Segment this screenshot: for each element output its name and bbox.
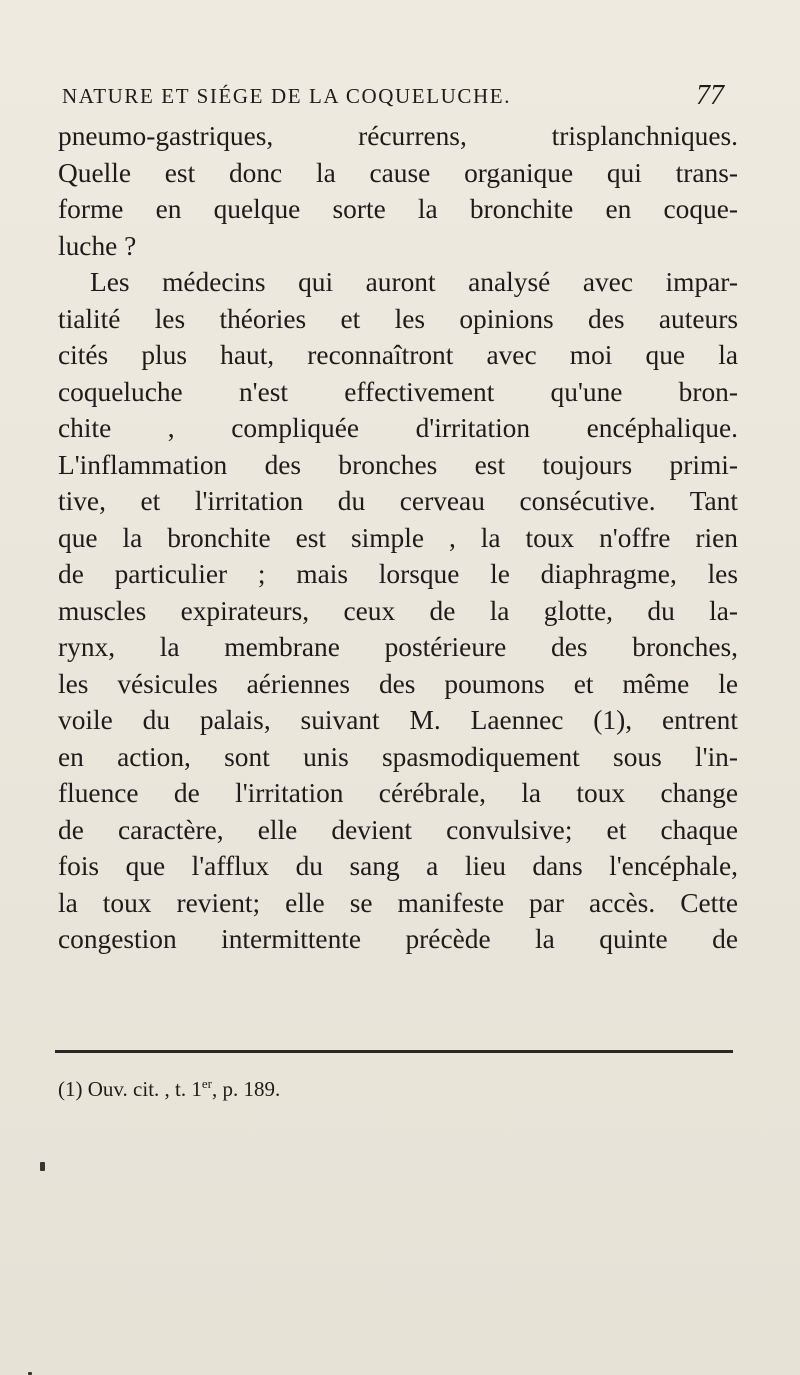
- text-line: L'inflammation des bronches est toujours primi-: [58, 449, 738, 480]
- text-line: Les médecins qui auront analysé avec impar-: [90, 267, 738, 297]
- page-header: [62, 80, 724, 114]
- text-line: fluence de l'irritation cérébrale, la toux change: [58, 778, 738, 808]
- text-line: les vésicules aériennes des poumons et même le: [58, 668, 738, 699]
- text-line: pneumo-gastriques, récurrens, trisplanchniques.: [58, 121, 738, 151]
- footnote-divider: [55, 1050, 733, 1053]
- text-line: forme en quelque sorte la bronchite en coque-: [58, 194, 738, 224]
- text-line: chite , compliquée d'irritation encéphalique.: [58, 413, 738, 443]
- text-line: Quelle est donc la cause organique qui trans-: [58, 157, 738, 188]
- text-line: de particulier ; mais lorsque le diaphragme, les: [58, 559, 738, 589]
- footnote: [58, 1076, 280, 1102]
- text-line: tive, et l'irritation du cerveau consécutive. Tant: [58, 486, 738, 516]
- text-line: coqueluche n'est effectivement qu'une bron-: [58, 376, 738, 407]
- text-line: en action, sont unis spasmodiquement sous l'in-: [58, 741, 738, 772]
- running-title: NATURE ET SIÉGE DE LA COQUELUCHE.: [62, 84, 512, 108]
- footnote-text-end: , p. 189.: [211, 1077, 281, 1101]
- text-line: cités plus haut, reconnaîtront avec moi que la: [58, 340, 738, 370]
- page-number: 77: [696, 80, 724, 111]
- text-line: fois que l'afflux du sang a lieu dans l'encéphale,: [58, 851, 738, 881]
- text-line: de caractère, elle devient convulsive; et chaque: [58, 814, 738, 845]
- text-line: que la bronchite est simple , la toux n'offre rien: [58, 522, 738, 553]
- text-line: congestion intermittente précède la quinte de: [58, 924, 738, 954]
- footnote-superscript: er: [201, 1076, 212, 1091]
- text-line: muscles expirateurs, ceux de la glotte, du la-: [58, 595, 738, 626]
- text-line: luche ?: [58, 230, 137, 261]
- text-line: la toux revient; elle se manifeste par accès. Cette: [58, 887, 738, 918]
- print-speck: [40, 1162, 45, 1171]
- text-line: voile du palais, suivant M. Laennec (1), entrent: [58, 705, 738, 735]
- text-line: rynx, la membrane postérieure des bronches,: [58, 632, 738, 662]
- text-line: tialité les théories et les opinions des auteurs: [58, 303, 738, 334]
- body-text: [58, 118, 738, 958]
- footnote-text: (1) Ouv. cit. , t. 1: [58, 1077, 202, 1101]
